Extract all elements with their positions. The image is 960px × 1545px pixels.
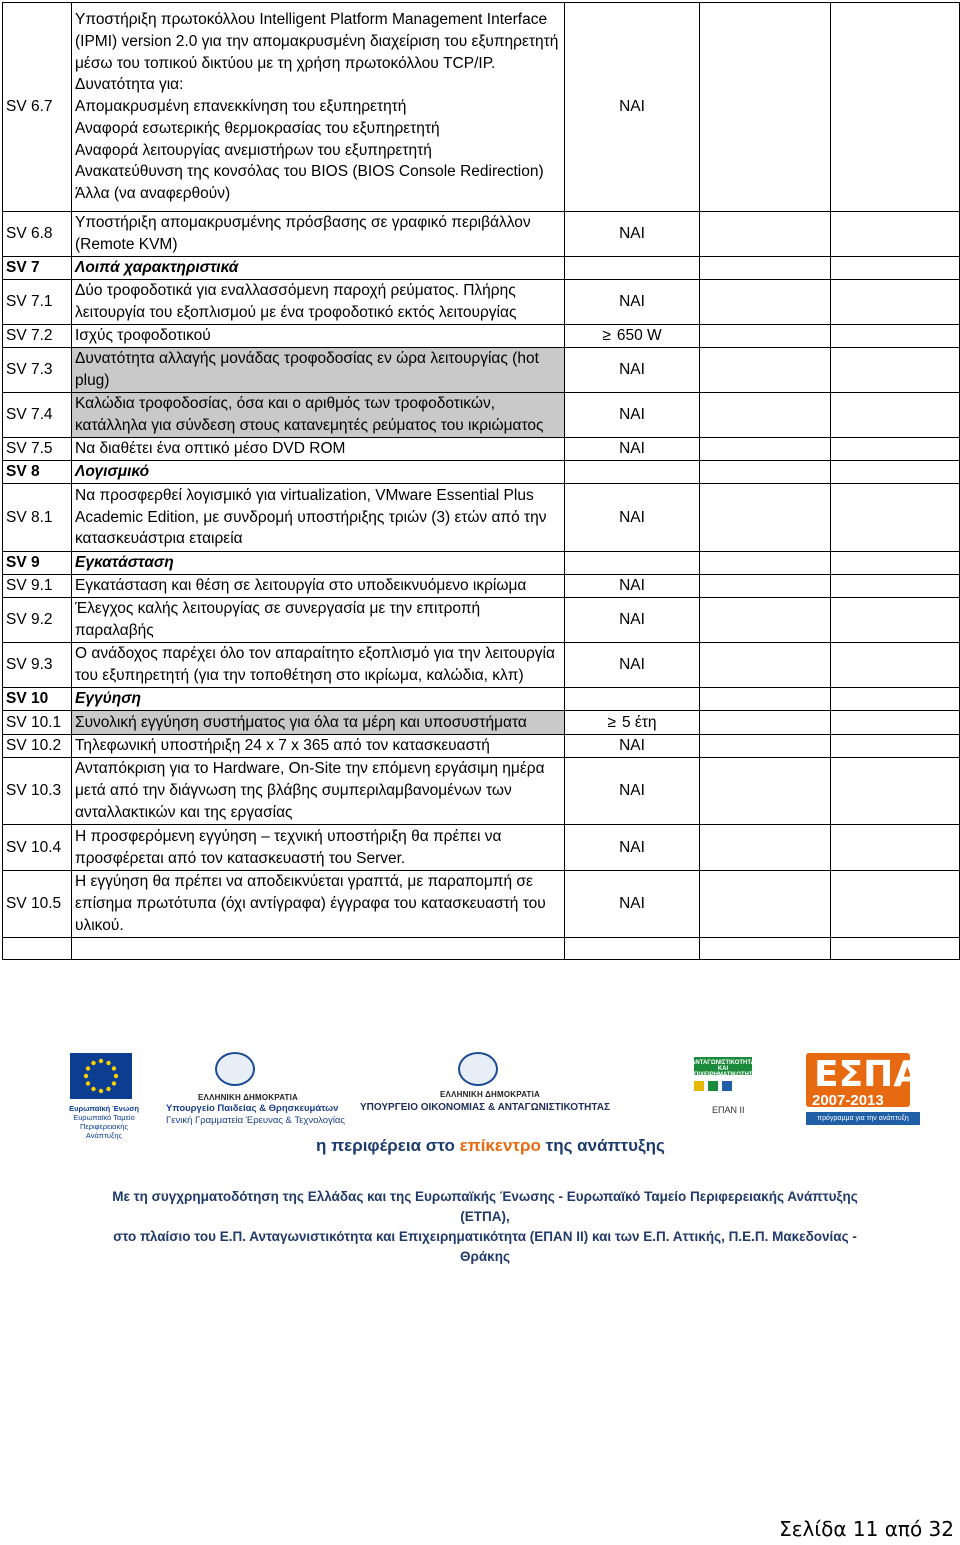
ministry1-name: Υπουργείο Παιδείας & Θρησκευμάτων [166,1103,339,1114]
table-row [3,643,960,688]
row-requirement: ΝΑΙ [565,643,700,688]
section-code: SV 9 [3,552,72,575]
row-code: SV 7.3 [3,348,72,393]
section-title: Εγγύηση [72,688,565,711]
row-reference [831,393,960,438]
table-row [3,598,960,643]
row-description: Η προσφερόμενη εγγύηση – τεχνική υποστήριξη θα πρέπει να προσφέρεται από τον κατασκευαστή του Server. [72,825,565,871]
row-description: Δυνατότητα αλλαγής μονάδας τροφοδοσίας εν ώρα λειτουργίας (hot plug) [72,348,565,393]
row-requirement: ΝΑΙ [565,348,700,393]
row-description: Έλεγχος καλής λειτουργίας σε συνεργασία με την επιτροπή παραλαβής [72,598,565,643]
row-description [72,938,565,960]
table-row [3,438,960,461]
row-reference [831,280,960,325]
table-row [3,3,960,212]
section-code: SV 10 [3,688,72,711]
eu-flag-logo [70,1053,132,1099]
row-requirement: ΝΑΙ [565,735,700,758]
row-reference [831,825,960,871]
row-reference [831,688,960,711]
regional-tagline: η περιφέρεια στο επίκεντρο της ανάπτυξης [316,1136,665,1155]
row-description: Ο ανάδοχος παρέχει όλο τον απαραίτητο εξοπλισμό για την λειτουργία του εξυπηρετητή (για την τοποθέτηση στο ικρίωμα, καλώδια, κλπ) [72,643,565,688]
row-reference [831,3,960,212]
row-answer [700,257,831,280]
section-row [3,257,960,280]
row-reference [831,735,960,758]
row-reference [831,575,960,598]
row-description: Να διαθέτει ένα οπτικό μέσο DVD ROM [72,438,565,461]
table-row [3,393,960,438]
epan-label: ΕΠΑΝ ΙΙ [712,1105,745,1115]
row-reference [831,598,960,643]
ministry2-title: ΕΛΛΗΝΙΚΗ ΔΗΜΟΚΡΑΤΙΑ [440,1090,540,1099]
table-row [3,325,960,348]
row-reference [831,348,960,393]
row-reference [831,212,960,257]
row-answer [700,484,831,552]
row-description: Η εγγύηση θα πρέπει να αποδεικνύεται γραπτά, με παραπομπή σε επίσημα πρωτότυπα (όχι αντίγραφα) έγγραφα του κατασκευαστή του υλικού. [72,871,565,938]
row-code: SV 10.2 [3,735,72,758]
espa-slogan: πρόγραμμα για την ανάπτυξη [806,1112,920,1125]
row-description: Υποστήριξη απομακρυσμένης πρόσβασης σε γραφικό περιβάλλον (Remote KVM) [72,212,565,257]
row-answer [700,348,831,393]
row-description: Υποστήριξη πρωτοκόλλου Intelligent Platform Management Interface (IPMI) version 2.0 για την απομακρυσμένη διαχείριση του εξυπηρετητή μέσω του τοπικού δικτύου με τη χρήση πρωτοκόλλου TCP/IP. Δυνατότητα για: Απομακρυσμένη επανεκκίνηση του εξυπηρετητή Αναφορά εσωτερικής θερμοκρασίας του εξυπηρετητή Αναφορά λειτουργίας ανεμιστήρων του εξυπηρετητή Ανακατεύθυνση της κονσόλας του BIOS (BIOS Console Redirection) Άλλα (να αναφερθούν) [72,3,565,212]
row-requirement [565,257,700,280]
page-number: Σελίδα 11 από 32 [779,1517,954,1541]
row-answer [700,643,831,688]
row-answer [700,280,831,325]
row-code: SV 7.2 [3,325,72,348]
row-answer [700,325,831,348]
row-reference [831,938,960,960]
cofinancing-statement: Με τη συγχρηματοδότηση της Ελλάδας και της Ευρωπαϊκής Ένωσης - Ευρωπαϊκό Ταμείο Περιφερειακής Ανάπτυξης (ΕΤΠΑ), στο πλαίσιο του Ε.Π. Ανταγωνιστικότητα και Επιχειρηματικότητα (ΕΠΑΝ ΙΙ) και των Ε.Π. Αττικής, Π.Ε.Π. Μακεδονίας - Θράκης [112,1189,858,1264]
row-reference [831,461,960,484]
epan-logo-text: ΑΝΤΑΓΩΝΙΣΤΙΚΟΤΗΤΑ ΚΑΙ ΕΠΙΧΕΙΡΗΜΑΤΙΚΟΤΗΤΑ [690,1060,757,1078]
row-code: SV 6.7 [3,3,72,212]
table-row [3,735,960,758]
espa-years: 2007-2013 [812,1092,884,1109]
row-code: SV 10.4 [3,825,72,871]
row-description: Τηλεφωνική υποστήριξη 24 x 7 x 365 από τον κατασκευαστή [72,735,565,758]
row-reference [831,257,960,280]
greater-equal-symbol: ≥ [607,713,616,731]
row-answer [700,3,831,212]
row-code: SV 9.1 [3,575,72,598]
row-answer [700,212,831,257]
row-requirement: ΝΑΙ [565,3,700,212]
row-description: Συνολική εγγύηση συστήματος για όλα τα μέρη και υποσυστήματα [72,711,565,735]
row-code: SV 9.2 [3,598,72,643]
row-code: SV 10.3 [3,758,72,825]
row-answer [700,938,831,960]
table-row [3,758,960,825]
row-answer [700,598,831,643]
row-code: SV 8.1 [3,484,72,552]
table-row [3,348,960,393]
espa-logo-text: ΕΣΠΑ [814,1054,922,1095]
row-code: SV 10.1 [3,711,72,735]
row-reference [831,643,960,688]
row-answer [700,393,831,438]
row-requirement [565,688,700,711]
greater-equal-symbol: ≥ [602,327,611,345]
row-requirement: ΝΑΙ [565,871,700,938]
table-row [3,484,960,552]
section-title: Λογισμικό [72,461,565,484]
row-requirement [565,461,700,484]
section-title: Λοιπά χαρακτηριστικά [72,257,565,280]
ministry1-title: ΕΛΛΗΝΙΚΗ ΔΗΜΟΚΡΑΤΙΑ [198,1093,298,1102]
greek-crest-icon [458,1052,498,1086]
row-requirement: ΝΑΙ [565,825,700,871]
section-row [3,552,960,575]
table-row [3,711,960,735]
row-requirement: ΝΑΙ [565,393,700,438]
row-reference [831,438,960,461]
row-requirement: ΝΑΙ [565,758,700,825]
row-requirement: ΝΑΙ [565,212,700,257]
row-code: SV 7.5 [3,438,72,461]
section-title: Εγκατάσταση [72,552,565,575]
ministry2-name: ΥΠΟΥΡΓΕΙΟ ΟΙΚΟΝΟΜΙΑΣ & ΑΝΤΑΓΩΝΙΣΤΙΚΟΤΗΤΑΣ [360,1102,610,1113]
row-answer [700,871,831,938]
eu-stars-icon [70,1053,132,1099]
section-code: SV 7 [3,257,72,280]
table-row [3,871,960,938]
row-code: SV 9.3 [3,643,72,688]
row-description: Ανταπόκριση για το Hardware, On-Site την επόμενη εργάσιμη ημέρα μετά από την διάγνωση της βλάβης συμπεριλαμβανομένων των ανταλλακτικών και της εργασίας [72,758,565,825]
row-requirement: ΝΑΙ [565,575,700,598]
specification-table [2,2,960,960]
row-code: SV 7.1 [3,280,72,325]
row-requirement: ΝΑΙ [565,438,700,461]
row-code: SV 6.8 [3,212,72,257]
row-reference [831,711,960,735]
row-code: SV 10.5 [3,871,72,938]
row-answer [700,758,831,825]
row-reference [831,552,960,575]
row-answer [700,461,831,484]
row-answer [700,735,831,758]
row-answer [700,438,831,461]
row-requirement [565,552,700,575]
row-requirement: ≥ 5 έτη [565,711,700,735]
row-requirement [565,938,700,960]
row-description: Ισχύς τροφοδοτικού [72,325,565,348]
row-reference [831,758,960,825]
row-answer [700,575,831,598]
section-code: SV 8 [3,461,72,484]
row-description: Καλώδια τροφοδοσίας, όσα και ο αριθμός των τροφοδοτικών, κατάλληλα για σύνδεση στους κατανεμητές ρεύματος του ικριώματος [72,393,565,438]
section-row [3,461,960,484]
row-description: Εγκατάσταση και θέση σε λειτουργία στο υποδεικνυόμενο ικρίωμα [72,575,565,598]
row-description: Δύο τροφοδοτικά για εναλλασσόμενη παροχή ρεύματος. Πλήρης λειτουργία του εξοπλισμού με ένα τροφοδοτικό εκτός λειτουργίας [72,280,565,325]
row-answer [700,688,831,711]
row-answer [700,711,831,735]
epan-symbol-icon [690,1077,746,1107]
table-row [3,825,960,871]
section-row [3,688,960,711]
table-row-empty [3,938,960,960]
row-requirement: ΝΑΙ [565,484,700,552]
row-code: SV 7.4 [3,393,72,438]
row-reference [831,484,960,552]
row-code [3,938,72,960]
table-row [3,212,960,257]
row-reference [831,871,960,938]
row-answer [700,825,831,871]
table-row [3,575,960,598]
table-row [3,280,960,325]
eu-caption: Ευρωπαϊκή Ένωση Ευρωπαϊκό Ταμείο Περιφερειακής Ανάπτυξης [69,1104,139,1140]
row-reference [831,325,960,348]
ministry1-sub: Γενική Γραμματεία Έρευνας & Τεχνολογίας [166,1115,346,1126]
greek-crest-icon [215,1052,255,1086]
row-requirement: ≥ 650 W [565,325,700,348]
row-requirement: ΝΑΙ [565,598,700,643]
row-description: Να προσφερθεί λογισμικό για virtualization, VMware Essential Plus Academic Edition, με συνδρομή υποστήριξης τριών (3) ετών από την κατασκευάστρια εταιρεία [72,484,565,552]
row-answer [700,552,831,575]
row-requirement: ΝΑΙ [565,280,700,325]
